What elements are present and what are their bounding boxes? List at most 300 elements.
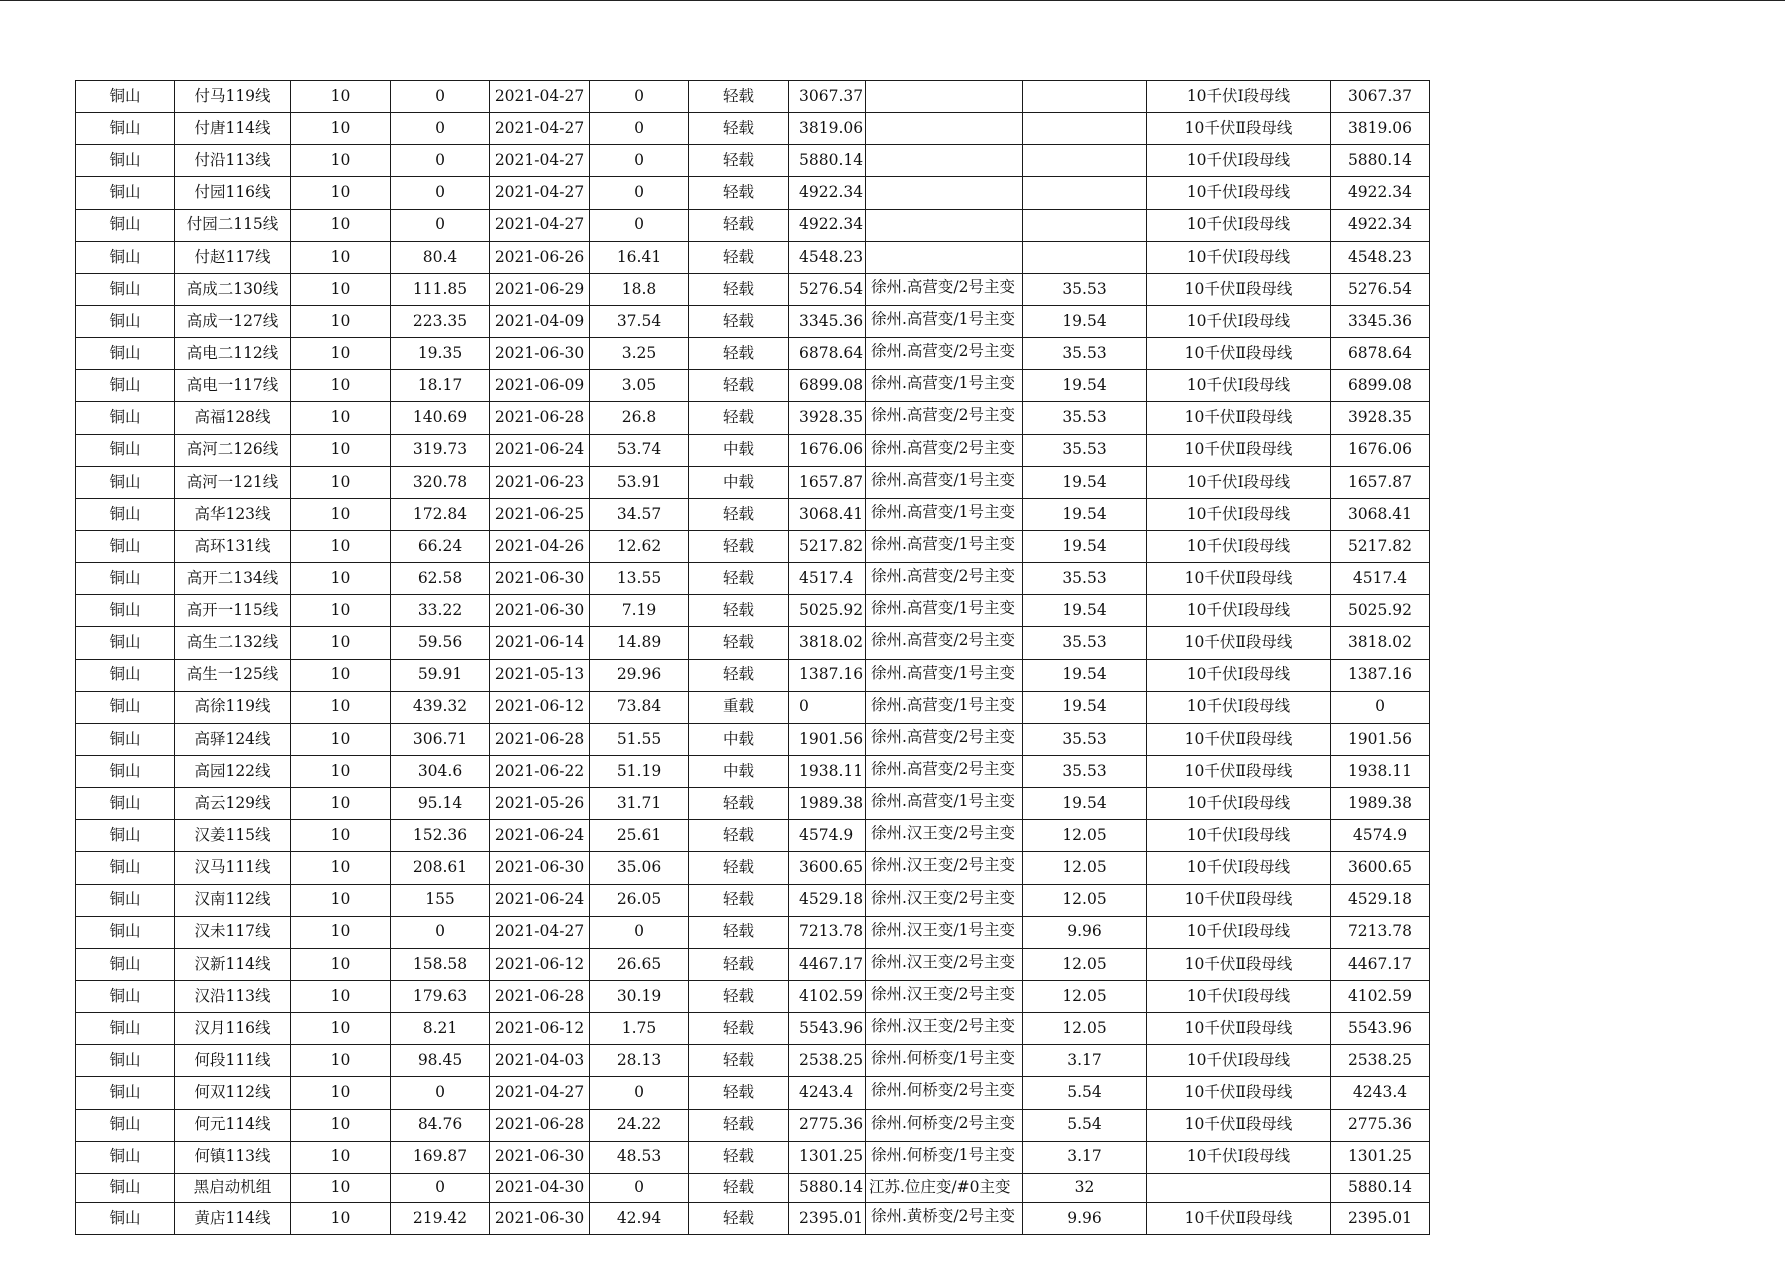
county-cell: 铜山 — [76, 209, 175, 241]
load-rate-cell: 1.75 — [590, 1013, 689, 1045]
busbar-cell: 10千伏Ⅰ段母线 — [1147, 820, 1331, 852]
county-cell: 铜山 — [76, 145, 175, 177]
substation-transformer-cell — [866, 113, 1023, 145]
table-row — [76, 81, 1430, 113]
county-cell: 铜山 — [76, 1013, 175, 1045]
busbar-cell: 10千伏Ⅱ段母线 — [1147, 338, 1331, 370]
transformer-load-rate-cell: 19.54 — [1023, 305, 1147, 337]
transformer-load-rate-cell: 19.54 — [1023, 659, 1147, 691]
substation-transformer-cell: 徐州.黄桥变/2号主变 — [866, 1202, 1023, 1234]
available-capacity-cell: 3818.02 — [1331, 627, 1430, 659]
county-cell: 铜山 — [76, 627, 175, 659]
load-rate-cell: 35.06 — [590, 852, 689, 884]
voltage-cell: 10 — [291, 498, 391, 530]
voltage-cell: 10 — [291, 466, 391, 498]
table-row — [76, 1077, 1430, 1109]
load-rate-cell: 0 — [590, 1173, 689, 1202]
substation-transformer-cell: 徐州.汉王变/2号主变 — [866, 820, 1023, 852]
capacity-cell: 7213.78 — [789, 916, 866, 948]
substation-transformer-cell: 徐州.高营变/2号主变 — [866, 723, 1023, 755]
voltage-cell: 10 — [291, 530, 391, 562]
date-cell: 2021-04-27 — [490, 916, 590, 948]
substation-transformer-cell: 徐州.汉王变/2号主变 — [866, 884, 1023, 916]
busbar-cell: 10千伏Ⅱ段母线 — [1147, 402, 1331, 434]
date-cell: 2021-04-30 — [490, 1173, 590, 1202]
table-row — [76, 1109, 1430, 1141]
current-cell: 179.63 — [391, 980, 490, 1012]
substation-transformer-cell: 徐州.高营变/1号主变 — [866, 530, 1023, 562]
current-cell: 98.45 — [391, 1045, 490, 1077]
available-capacity-cell: 5543.96 — [1331, 1013, 1430, 1045]
substation-transformer-cell: 徐州.何桥变/1号主变 — [866, 1045, 1023, 1077]
load-rate-cell: 3.25 — [590, 338, 689, 370]
available-capacity-cell: 4922.34 — [1331, 209, 1430, 241]
capacity-cell: 2775.36 — [789, 1109, 866, 1141]
current-cell: 0 — [391, 1173, 490, 1202]
load-rate-cell: 16.41 — [590, 241, 689, 273]
transformer-load-rate-cell: 19.54 — [1023, 788, 1147, 820]
voltage-cell: 10 — [291, 916, 391, 948]
transformer-load-rate-cell: 35.53 — [1023, 627, 1147, 659]
busbar-cell: 10千伏Ⅰ段母线 — [1147, 980, 1331, 1012]
load-rate-cell: 24.22 — [590, 1109, 689, 1141]
county-cell: 铜山 — [76, 402, 175, 434]
load-rate-cell: 3.05 — [590, 370, 689, 402]
substation-transformer-cell: 徐州.高营变/1号主变 — [866, 595, 1023, 627]
table-row — [76, 1202, 1430, 1234]
table-row — [76, 723, 1430, 755]
table-row — [76, 466, 1430, 498]
table-row — [76, 916, 1430, 948]
load-rate-cell: 7.19 — [590, 595, 689, 627]
voltage-cell: 10 — [291, 627, 391, 659]
county-cell: 铜山 — [76, 113, 175, 145]
table-row — [76, 884, 1430, 916]
county-cell: 铜山 — [76, 338, 175, 370]
substation-transformer-cell — [866, 177, 1023, 209]
voltage-cell: 10 — [291, 241, 391, 273]
available-capacity-cell: 2775.36 — [1331, 1109, 1430, 1141]
line-name-cell: 高驿124线 — [175, 723, 291, 755]
current-cell: 155 — [391, 884, 490, 916]
load-status-cell: 轻载 — [689, 820, 789, 852]
load-rate-cell: 53.74 — [590, 434, 689, 466]
busbar-cell: 10千伏Ⅰ段母线 — [1147, 81, 1331, 113]
busbar-cell: 10千伏Ⅰ段母线 — [1147, 498, 1331, 530]
current-cell: 59.91 — [391, 659, 490, 691]
transformer-load-rate-cell: 19.54 — [1023, 498, 1147, 530]
capacity-cell: 3818.02 — [789, 627, 866, 659]
capacity-cell: 3928.35 — [789, 402, 866, 434]
county-cell: 铜山 — [76, 980, 175, 1012]
line-name-cell: 高河一121线 — [175, 466, 291, 498]
voltage-cell: 10 — [291, 788, 391, 820]
load-rate-cell: 0 — [590, 1077, 689, 1109]
substation-transformer-cell: 徐州.高营变/2号主变 — [866, 563, 1023, 595]
capacity-cell: 6899.08 — [789, 370, 866, 402]
load-status-cell: 轻载 — [689, 402, 789, 434]
load-status-cell: 轻载 — [689, 498, 789, 530]
line-name-cell: 高环131线 — [175, 530, 291, 562]
line-name-cell: 汉月116线 — [175, 1013, 291, 1045]
current-cell: 80.4 — [391, 241, 490, 273]
capacity-cell: 4922.34 — [789, 177, 866, 209]
line-name-cell: 汉姜115线 — [175, 820, 291, 852]
current-cell: 219.42 — [391, 1202, 490, 1234]
transformer-load-rate-cell: 12.05 — [1023, 852, 1147, 884]
line-name-cell: 高电一117线 — [175, 370, 291, 402]
capacity-cell: 4517.4 — [789, 563, 866, 595]
current-cell: 95.14 — [391, 788, 490, 820]
date-cell: 2021-04-26 — [490, 530, 590, 562]
available-capacity-cell: 5880.14 — [1331, 145, 1430, 177]
transformer-load-rate-cell: 12.05 — [1023, 948, 1147, 980]
transformer-load-rate-cell: 35.53 — [1023, 434, 1147, 466]
transformer-load-rate-cell: 35.53 — [1023, 273, 1147, 305]
busbar-cell: 10千伏Ⅱ段母线 — [1147, 434, 1331, 466]
load-status-cell: 中载 — [689, 723, 789, 755]
transformer-load-rate-cell: 5.54 — [1023, 1109, 1147, 1141]
load-rate-cell: 30.19 — [590, 980, 689, 1012]
load-rate-cell: 48.53 — [590, 1141, 689, 1173]
substation-transformer-cell: 徐州.汉王变/1号主变 — [866, 916, 1023, 948]
voltage-cell: 10 — [291, 659, 391, 691]
substation-transformer-cell: 徐州.高营变/1号主变 — [866, 788, 1023, 820]
transformer-load-rate-cell: 19.54 — [1023, 370, 1147, 402]
date-cell: 2021-04-03 — [490, 1045, 590, 1077]
capacity-cell: 1657.87 — [789, 466, 866, 498]
current-cell: 19.35 — [391, 338, 490, 370]
capacity-cell: 4243.4 — [789, 1077, 866, 1109]
capacity-cell: 5276.54 — [789, 273, 866, 305]
load-status-cell: 轻载 — [689, 852, 789, 884]
busbar-cell: 10千伏Ⅰ段母线 — [1147, 145, 1331, 177]
available-capacity-cell: 4102.59 — [1331, 980, 1430, 1012]
line-name-cell: 高园122线 — [175, 755, 291, 787]
date-cell: 2021-06-30 — [490, 852, 590, 884]
date-cell: 2021-06-25 — [490, 498, 590, 530]
transformer-load-rate-cell: 12.05 — [1023, 1013, 1147, 1045]
busbar-cell: 10千伏Ⅰ段母线 — [1147, 466, 1331, 498]
busbar-cell: 10千伏Ⅱ段母线 — [1147, 1109, 1331, 1141]
transformer-load-rate-cell: 19.54 — [1023, 466, 1147, 498]
county-cell: 铜山 — [76, 466, 175, 498]
load-status-cell: 中载 — [689, 755, 789, 787]
table-row — [76, 820, 1430, 852]
table-row — [76, 1173, 1430, 1202]
available-capacity-cell: 4467.17 — [1331, 948, 1430, 980]
capacity-cell: 1901.56 — [789, 723, 866, 755]
table-row — [76, 402, 1430, 434]
load-status-cell: 轻载 — [689, 1141, 789, 1173]
busbar-cell: 10千伏Ⅰ段母线 — [1147, 530, 1331, 562]
table-row — [76, 852, 1430, 884]
voltage-cell: 10 — [291, 1141, 391, 1173]
voltage-cell: 10 — [291, 755, 391, 787]
date-cell: 2021-06-12 — [490, 1013, 590, 1045]
voltage-cell: 10 — [291, 723, 391, 755]
available-capacity-cell: 4529.18 — [1331, 884, 1430, 916]
load-status-cell: 轻载 — [689, 1109, 789, 1141]
substation-transformer-cell — [866, 241, 1023, 273]
date-cell: 2021-06-28 — [490, 1109, 590, 1141]
voltage-cell: 10 — [291, 177, 391, 209]
load-rate-cell: 37.54 — [590, 305, 689, 337]
voltage-cell: 10 — [291, 434, 391, 466]
busbar-cell: 10千伏Ⅰ段母线 — [1147, 852, 1331, 884]
current-cell: 0 — [391, 145, 490, 177]
line-name-cell: 高云129线 — [175, 788, 291, 820]
line-name-cell: 付沿113线 — [175, 145, 291, 177]
line-name-cell: 付园二115线 — [175, 209, 291, 241]
load-status-cell: 轻载 — [689, 980, 789, 1012]
busbar-cell: 10千伏Ⅱ段母线 — [1147, 563, 1331, 595]
load-status-cell: 轻载 — [689, 1202, 789, 1234]
transformer-load-rate-cell — [1023, 113, 1147, 145]
substation-transformer-cell: 徐州.高营变/2号主变 — [866, 402, 1023, 434]
current-cell: 319.73 — [391, 434, 490, 466]
transformer-load-rate-cell — [1023, 209, 1147, 241]
current-cell: 223.35 — [391, 305, 490, 337]
capacity-cell: 1676.06 — [789, 434, 866, 466]
date-cell: 2021-05-13 — [490, 659, 590, 691]
substation-transformer-cell: 徐州.高营变/2号主变 — [866, 338, 1023, 370]
current-cell: 169.87 — [391, 1141, 490, 1173]
county-cell: 铜山 — [76, 820, 175, 852]
substation-transformer-cell: 徐州.高营变/2号主变 — [866, 434, 1023, 466]
date-cell: 2021-06-30 — [490, 1141, 590, 1173]
load-status-cell: 轻载 — [689, 948, 789, 980]
current-cell: 84.76 — [391, 1109, 490, 1141]
load-status-cell: 轻载 — [689, 659, 789, 691]
voltage-cell: 10 — [291, 1077, 391, 1109]
capacity-cell: 1989.38 — [789, 788, 866, 820]
line-name-cell: 汉未117线 — [175, 916, 291, 948]
table-row — [76, 1013, 1430, 1045]
load-status-cell: 轻载 — [689, 305, 789, 337]
table-row — [76, 177, 1430, 209]
line-name-cell: 高河二126线 — [175, 434, 291, 466]
line-name-cell: 黑启动机组 — [175, 1173, 291, 1202]
line-name-cell: 何段111线 — [175, 1045, 291, 1077]
current-cell: 306.71 — [391, 723, 490, 755]
line-name-cell: 高华123线 — [175, 498, 291, 530]
load-status-cell: 轻载 — [689, 563, 789, 595]
load-rate-cell: 53.91 — [590, 466, 689, 498]
table-body — [76, 81, 1430, 1235]
capacity-cell: 5880.14 — [789, 145, 866, 177]
voltage-cell: 10 — [291, 980, 391, 1012]
table-row — [76, 627, 1430, 659]
current-cell: 62.58 — [391, 563, 490, 595]
capacity-cell: 6878.64 — [789, 338, 866, 370]
substation-transformer-cell — [866, 209, 1023, 241]
current-cell: 304.6 — [391, 755, 490, 787]
load-rate-cell: 0 — [590, 113, 689, 145]
load-rate-cell: 51.19 — [590, 755, 689, 787]
substation-transformer-cell — [866, 145, 1023, 177]
busbar-cell: 10千伏Ⅰ段母线 — [1147, 305, 1331, 337]
table-row — [76, 980, 1430, 1012]
substation-transformer-cell: 徐州.汉王变/2号主变 — [866, 948, 1023, 980]
current-cell: 0 — [391, 113, 490, 145]
date-cell: 2021-06-28 — [490, 723, 590, 755]
transformer-load-rate-cell: 12.05 — [1023, 884, 1147, 916]
substation-transformer-cell: 徐州.何桥变/2号主变 — [866, 1109, 1023, 1141]
available-capacity-cell: 1901.56 — [1331, 723, 1430, 755]
capacity-cell: 1301.25 — [789, 1141, 866, 1173]
line-name-cell: 付园116线 — [175, 177, 291, 209]
date-cell: 2021-06-24 — [490, 820, 590, 852]
county-cell: 铜山 — [76, 530, 175, 562]
voltage-cell: 10 — [291, 370, 391, 402]
voltage-cell: 10 — [291, 1013, 391, 1045]
current-cell: 0 — [391, 177, 490, 209]
busbar-cell: 10千伏Ⅱ段母线 — [1147, 884, 1331, 916]
current-cell: 152.36 — [391, 820, 490, 852]
county-cell: 铜山 — [76, 723, 175, 755]
voltage-cell: 10 — [291, 209, 391, 241]
busbar-cell: 10千伏Ⅰ段母线 — [1147, 1141, 1331, 1173]
available-capacity-cell: 3067.37 — [1331, 81, 1430, 113]
current-cell: 0 — [391, 916, 490, 948]
substation-transformer-cell: 徐州.高营变/1号主变 — [866, 498, 1023, 530]
available-capacity-cell: 0 — [1331, 691, 1430, 723]
transformer-load-rate-cell: 35.53 — [1023, 723, 1147, 755]
table-row — [76, 145, 1430, 177]
table-row — [76, 273, 1430, 305]
available-capacity-cell: 5217.82 — [1331, 530, 1430, 562]
transformer-load-rate-cell: 3.17 — [1023, 1141, 1147, 1173]
available-capacity-cell: 1301.25 — [1331, 1141, 1430, 1173]
table-row — [76, 948, 1430, 980]
table-row — [76, 338, 1430, 370]
table-row — [76, 563, 1430, 595]
line-name-cell: 付马119线 — [175, 81, 291, 113]
substation-transformer-cell: 徐州.汉王变/2号主变 — [866, 980, 1023, 1012]
current-cell: 320.78 — [391, 466, 490, 498]
transformer-load-rate-cell: 12.05 — [1023, 820, 1147, 852]
line-name-cell: 汉南112线 — [175, 884, 291, 916]
available-capacity-cell: 1676.06 — [1331, 434, 1430, 466]
transformer-load-rate-cell — [1023, 177, 1147, 209]
capacity-cell: 2538.25 — [789, 1045, 866, 1077]
load-rate-cell: 0 — [590, 916, 689, 948]
date-cell: 2021-04-27 — [490, 177, 590, 209]
load-rate-cell: 12.62 — [590, 530, 689, 562]
substation-transformer-cell: 徐州.何桥变/2号主变 — [866, 1077, 1023, 1109]
county-cell: 铜山 — [76, 370, 175, 402]
capacity-cell: 3345.36 — [789, 305, 866, 337]
load-status-cell: 轻载 — [689, 113, 789, 145]
county-cell: 铜山 — [76, 691, 175, 723]
busbar-cell: 10千伏Ⅱ段母线 — [1147, 755, 1331, 787]
transformer-load-rate-cell: 19.54 — [1023, 691, 1147, 723]
load-status-cell: 轻载 — [689, 145, 789, 177]
available-capacity-cell: 3600.65 — [1331, 852, 1430, 884]
county-cell: 铜山 — [76, 434, 175, 466]
table-row — [76, 209, 1430, 241]
table-row — [76, 755, 1430, 787]
available-capacity-cell: 3928.35 — [1331, 402, 1430, 434]
capacity-cell: 0 — [789, 691, 866, 723]
date-cell: 2021-06-12 — [490, 948, 590, 980]
table-row — [76, 1045, 1430, 1077]
line-name-cell: 汉沿113线 — [175, 980, 291, 1012]
voltage-cell: 10 — [291, 1109, 391, 1141]
line-name-cell: 高开二134线 — [175, 563, 291, 595]
date-cell: 2021-04-27 — [490, 209, 590, 241]
capacity-cell: 4548.23 — [789, 241, 866, 273]
load-status-cell: 轻载 — [689, 627, 789, 659]
county-cell: 铜山 — [76, 563, 175, 595]
load-status-cell: 轻载 — [689, 916, 789, 948]
county-cell: 铜山 — [76, 241, 175, 273]
date-cell: 2021-06-29 — [490, 273, 590, 305]
load-rate-cell: 0 — [590, 81, 689, 113]
table-row — [76, 305, 1430, 337]
busbar-cell: 10千伏Ⅰ段母线 — [1147, 370, 1331, 402]
table-row — [76, 1141, 1430, 1173]
load-status-cell: 轻载 — [689, 595, 789, 627]
line-name-cell: 付赵117线 — [175, 241, 291, 273]
date-cell: 2021-06-23 — [490, 466, 590, 498]
load-rate-cell: 29.96 — [590, 659, 689, 691]
transformer-load-rate-cell: 12.05 — [1023, 980, 1147, 1012]
available-capacity-cell: 4922.34 — [1331, 177, 1430, 209]
substation-transformer-cell: 徐州.高营变/2号主变 — [866, 273, 1023, 305]
capacity-cell: 5880.14 — [789, 1173, 866, 1202]
voltage-cell: 10 — [291, 81, 391, 113]
available-capacity-cell: 5025.92 — [1331, 595, 1430, 627]
busbar-cell: 10千伏Ⅱ段母线 — [1147, 627, 1331, 659]
date-cell: 2021-04-27 — [490, 145, 590, 177]
table-row — [76, 595, 1430, 627]
transformer-load-rate-cell: 9.96 — [1023, 916, 1147, 948]
line-name-cell: 何镇113线 — [175, 1141, 291, 1173]
table-row — [76, 370, 1430, 402]
available-capacity-cell: 1387.16 — [1331, 659, 1430, 691]
line-name-cell: 何元114线 — [175, 1109, 291, 1141]
busbar-cell: 10千伏Ⅱ段母线 — [1147, 113, 1331, 145]
available-capacity-cell: 3345.36 — [1331, 305, 1430, 337]
load-status-cell: 轻载 — [689, 273, 789, 305]
transformer-load-rate-cell: 9.96 — [1023, 1202, 1147, 1234]
load-status-cell: 轻载 — [689, 1077, 789, 1109]
capacity-cell: 4529.18 — [789, 884, 866, 916]
available-capacity-cell: 5276.54 — [1331, 273, 1430, 305]
page-top-rule — [0, 0, 1785, 1]
county-cell: 铜山 — [76, 1077, 175, 1109]
date-cell: 2021-04-27 — [490, 113, 590, 145]
capacity-cell: 2395.01 — [789, 1202, 866, 1234]
date-cell: 2021-04-27 — [490, 81, 590, 113]
load-rate-cell: 0 — [590, 145, 689, 177]
date-cell: 2021-06-24 — [490, 884, 590, 916]
voltage-cell: 10 — [291, 691, 391, 723]
county-cell: 铜山 — [76, 659, 175, 691]
current-cell: 66.24 — [391, 530, 490, 562]
county-cell: 铜山 — [76, 884, 175, 916]
load-rate-cell: 13.55 — [590, 563, 689, 595]
load-rate-cell: 25.61 — [590, 820, 689, 852]
county-cell: 铜山 — [76, 1045, 175, 1077]
load-rate-cell: 0 — [590, 177, 689, 209]
line-name-cell: 高开一115线 — [175, 595, 291, 627]
load-rate-cell: 28.13 — [590, 1045, 689, 1077]
transformer-load-rate-cell: 3.17 — [1023, 1045, 1147, 1077]
available-capacity-cell: 1989.38 — [1331, 788, 1430, 820]
